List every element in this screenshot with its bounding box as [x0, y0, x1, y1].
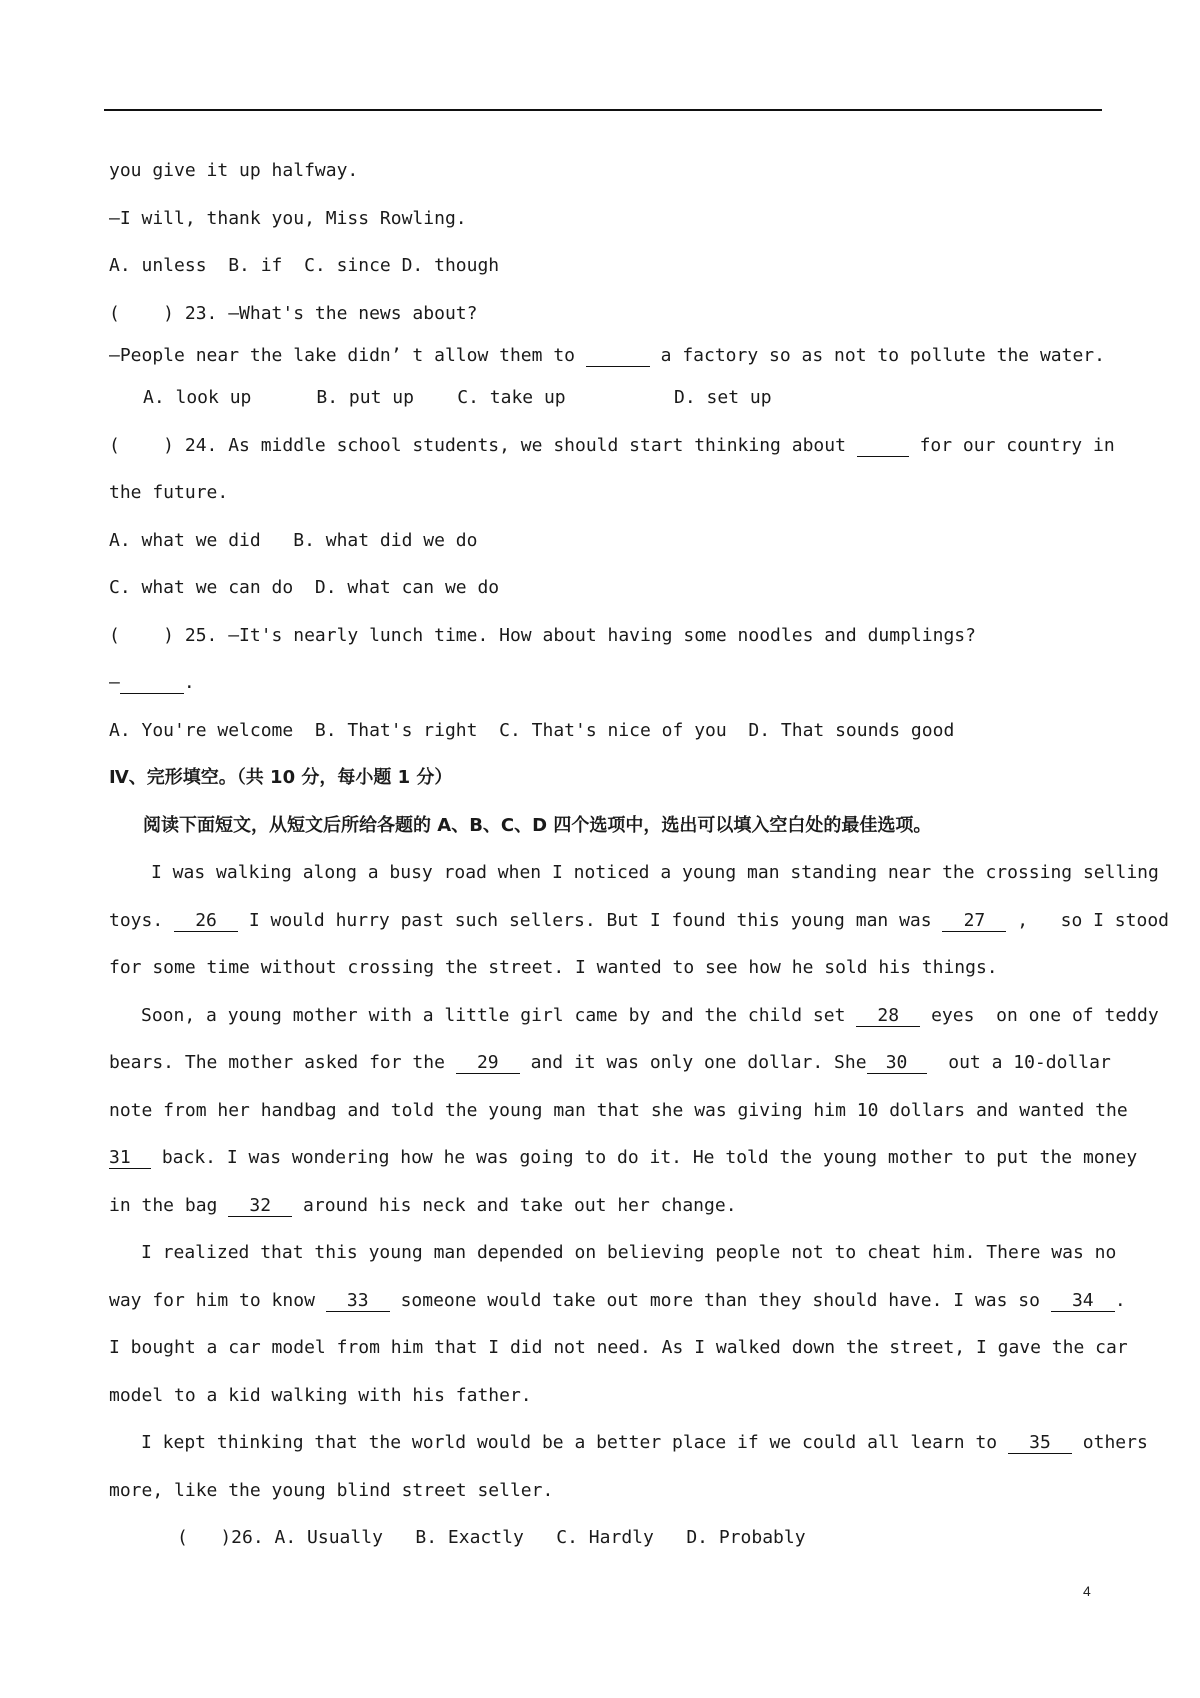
text-segment: a factory so as not to pollute the water. [649, 345, 1105, 366]
page-number: 4 [1083, 1583, 1091, 1599]
passage-line: for some time without crossing the street. I wanted to see how he sold his things. [109, 957, 998, 978]
blank-28: 28 [856, 1006, 920, 1027]
passage-line: model to a kid walking with his father. [109, 1384, 532, 1406]
text-segment: out a 10-dollar [926, 1052, 1111, 1073]
text-segment: for our country in [908, 434, 1115, 456]
text-segment: . [183, 672, 195, 693]
passage-line: I realized that this young man depended on believing people not to cheat him. There was no [141, 1242, 1117, 1263]
passage-line [109, 897, 1169, 945]
question-23-response [109, 337, 1105, 374]
question-24 [109, 422, 1115, 470]
blank-31: 31 [109, 1148, 151, 1169]
section-instruction: 阅读下面短文，从短文后所给各题的 A、B、C、D 四个选项中，选出可以填入空白处的最佳选项。 [143, 814, 932, 836]
passage-line: I was walking along a busy road when I noticed a young man standing near the crossing selling [151, 862, 1159, 883]
question-25: ( ) 25. —It's nearly lunch time. How about having some noodles and dumplings? [109, 624, 976, 646]
passage-line [109, 1182, 1099, 1230]
text-segment: ( ) 24. As middle school students, we should start thinking about [109, 434, 857, 456]
text-line: you give it up halfway. [109, 160, 359, 181]
text-segment: toys. [109, 909, 175, 931]
text-segment: back. I was wondering how he was going to do it. He told the young mother to put the money [151, 1147, 1138, 1168]
question-23: ( ) 23. —What's the news about? [109, 302, 478, 324]
blank-27: 27 [942, 911, 1006, 932]
text-line: —I will, thank you, Miss Rowling. [109, 207, 467, 229]
header-rule [104, 109, 1102, 111]
answer-blank [120, 673, 184, 694]
text-segment: —People near the lake didn’ t allow them to [109, 345, 586, 366]
question-25-response [109, 659, 1099, 707]
question-24-options-a: A. what we did B. what did we do [109, 529, 478, 551]
text-segment: and it was only one dollar. She [519, 1052, 867, 1073]
text-segment: way for him to know [109, 1289, 326, 1311]
text-segment: I kept thinking that the world would be a better place if we could all learn to [141, 1432, 1008, 1453]
page-content [109, 147, 1169, 1562]
section-title: Ⅳ、完形填空。（共 10 分，每小题 1 分） [109, 767, 453, 788]
blank-33: 33 [326, 1291, 390, 1312]
blank-32: 32 [228, 1196, 292, 1217]
question-23-options: A. look up B. put up C. take up D. set up [143, 387, 772, 408]
answer-blank [586, 346, 650, 367]
passage-line: more, like the young blind street seller. [109, 1479, 554, 1501]
blank-30: 30 [867, 1053, 927, 1074]
text-segment: . [1114, 1289, 1126, 1311]
text-segment: someone would take out more than they should have. I was so [389, 1289, 1051, 1311]
text-segment: I would hurry past such sellers. But I found this young man was [238, 909, 943, 931]
question-25-options: A. You're welcome B. That's right C. That's nice of you D. That sounds good [109, 719, 955, 741]
question-24-options-c: C. what we can do D. what can we do [109, 577, 500, 598]
answer-blank [857, 436, 909, 457]
options-line: A. unless B. if C. since D. though [109, 255, 500, 276]
passage-line: note from her handbag and told the young man that she was giving him 10 dollars and wanted the [109, 1099, 1128, 1121]
text-segment: in the bag [109, 1194, 229, 1216]
blank-29: 29 [456, 1053, 520, 1074]
question-26: ( )26. A. Usually B. Exactly C. Hardly D. Probably [177, 1527, 806, 1548]
text-line: the future. [109, 482, 229, 503]
passage-line [109, 1419, 1148, 1467]
text-segment: around his neck and take out her change. [292, 1194, 737, 1216]
passage-line: I bought a car model from him that I did not need. As I walked down the street, I gave the car [109, 1337, 1128, 1358]
blank-35: 35 [1008, 1433, 1072, 1454]
text-segment: bears. The mother asked for the [109, 1052, 456, 1073]
passage-line [109, 992, 1159, 1040]
text-segment: others [1071, 1432, 1148, 1453]
text-segment: Soon, a young mother with a little girl came by and the child set [141, 1004, 857, 1026]
text-segment: eyes on one of teddy [920, 1004, 1159, 1026]
text-segment: — [109, 672, 120, 693]
passage-line [109, 1039, 1111, 1087]
passage-line [109, 1134, 1138, 1182]
blank-34: 34 [1051, 1291, 1115, 1312]
text-segment: , so I stood [1006, 909, 1169, 931]
passage-line [109, 1277, 1126, 1325]
blank-26: 26 [174, 911, 238, 932]
